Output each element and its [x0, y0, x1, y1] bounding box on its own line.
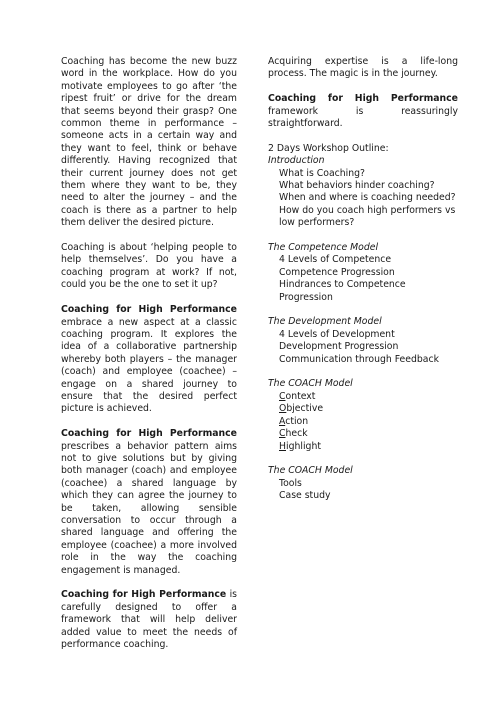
helping-paragraph: Coaching is about ‘helping people to help themselves’. Do you have a coaching program at work? If not, could you be the one to set it up?	[61, 242, 237, 291]
embrace-paragraph	[61, 304, 237, 416]
prescribes-paragraph	[61, 428, 237, 577]
embrace-text: embrace a new aspect at a classic coaching program. It explores the idea of a collaborative partnership whereby both players – the manager (coach) and employee (coachee) – engage on a shared journey to ensure that the desired perfect picture is achieved.	[61, 316, 237, 415]
section-items	[268, 478, 458, 503]
section-title: The COACH Model	[268, 378, 353, 390]
section-items	[268, 391, 458, 453]
section-development-model	[268, 316, 458, 366]
designed-text: is carefully designed to offer a framework that will help deliver added value to meet the needs of performance coaching.	[61, 589, 237, 651]
list-item: Highlight	[279, 440, 321, 452]
prescribes-text: prescribes a behavior pattern aims not to give solutions but by giving both manager (coach) and employee (coachee) a shared language by which they can agree the journey to be taken, allowing sensible conversation to occur through a shared language and offering the employee (coachee) a more involved role in the way the coaching engagement is managed.	[61, 440, 237, 576]
section-items	[268, 329, 458, 366]
list-item: How do you coach high performers vs low performers?	[279, 204, 456, 229]
section-title: The Development Model	[268, 316, 382, 328]
list-item: 4 Levels of Competence	[279, 254, 392, 266]
list-item: Context	[279, 390, 316, 402]
section-title: The COACH Model	[268, 465, 353, 477]
list-item: Hindrances to Competence Progression	[279, 279, 406, 303]
section-coach-model-tools	[268, 465, 458, 502]
list-item: Case study	[279, 490, 331, 502]
left-column	[61, 56, 237, 651]
list-item: Check	[279, 428, 308, 440]
framework-text: framework is reassuringly straightforward.	[268, 105, 458, 130]
section-introduction	[268, 155, 458, 229]
list-item: What is Coaching?	[279, 167, 365, 179]
list-item: Communication through Feedback	[279, 353, 439, 365]
section-title: The Competence Model	[268, 242, 379, 254]
right-column	[268, 56, 458, 503]
intro-paragraph: Coaching has become the new buzz word in the workplace. How do you motivate employees to go after ‘the ripest fruit’ or drive for the dream that seems beyond their grasp? One common theme in performance – someone acts in a certain way and they want to feel, think or behave differently. Having recognized that their current journey does not get them where they want to be, they need to alter the journey – and the coach is there as a partner to help them deliver the desired picture.	[61, 56, 237, 229]
list-item: When and where is coaching needed?	[279, 192, 456, 204]
expertise-paragraph: Acquiring expertise is a life-long process. The magic is in the journey.	[268, 56, 458, 80]
program-name: Coaching for High Performance	[61, 589, 227, 601]
program-name: Coaching for High Performance	[61, 428, 237, 440]
program-name: Coaching for High Performance	[61, 304, 237, 316]
section-title: Introduction	[268, 155, 325, 167]
list-item: 4 Levels of Development	[279, 328, 395, 340]
list-item: Tools	[279, 477, 302, 489]
list-item: Action	[279, 415, 309, 427]
framework-paragraph	[268, 93, 458, 130]
list-item: What behaviors hinder coaching?	[279, 180, 435, 192]
designed-paragraph	[61, 589, 237, 651]
section-items	[268, 254, 458, 304]
list-item: Development Progression	[279, 341, 399, 353]
section-competence-model	[268, 242, 458, 304]
section-items	[268, 168, 458, 230]
program-name: Coaching for High Performance	[268, 93, 458, 105]
list-item: Objective	[279, 403, 324, 415]
outline-title: 2 Days Workshop Outline:	[268, 142, 389, 154]
section-coach-model	[268, 378, 458, 452]
list-item: Competence Progression	[279, 266, 395, 278]
